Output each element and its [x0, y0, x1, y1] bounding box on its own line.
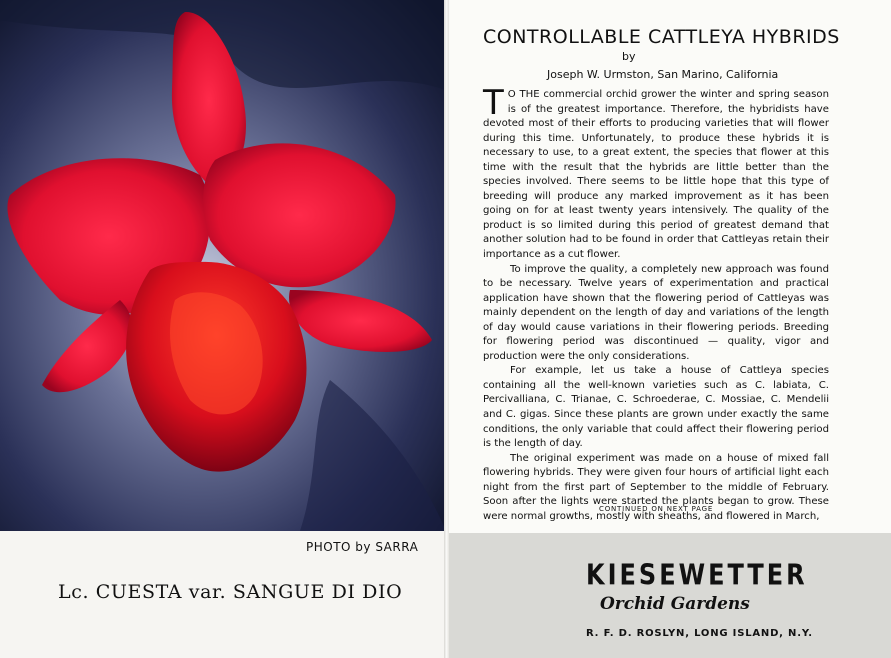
article-body — [483, 83, 829, 524]
drop-cap: T — [483, 83, 504, 123]
paragraph-1-text: O THE commercial orchid grower the winter and spring season is of the greatest importance. Therefore, the hybridists have devoted most of their efforts to producing varieties that will flower during this time. Unfortunately, to produce these hybrids it is necessary to use, to a great extent, the species that flower at this time with the result that the hybrids are little better than the species involved. There seems to be little hope that this type of breeding will produce any marked improvement as it has been going on for at least twenty years intensively. The quality of the product is so limited during this period of greatest demand that another solution had to be found in order that Cattleyas retain their importance as a cut flower. — [483, 89, 829, 261]
ad-address: R. F. D. ROSLYN, LONG ISLAND, N.Y. — [586, 628, 813, 639]
article-title: CONTROLLABLE CATTLEYA HYBRIDS — [483, 26, 840, 48]
photo-credit: PHOTO by SARRA — [306, 540, 419, 554]
paragraph-1 — [483, 83, 829, 263]
paragraph-2: To improve the quality, a completely new approach was found to be necessary. Twelve years of experimentation and practical application have shown that the flowering period of Cattleyas was mainly dependent on the length of day and variations of the length of day would cause variations in their flowering periods. Breeding for flowering period was discontinued — quality, vigor and production were the only considerations. — [483, 263, 829, 362]
orchid-illustration — [0, 0, 446, 531]
ad-company-name: KIESEWETTER — [586, 558, 808, 592]
article-by: by — [622, 50, 636, 63]
ad-subtitle: Orchid Gardens — [600, 594, 750, 614]
paragraph-4: The original experiment was made on a house of mixed fall flowering hybrids. They were given four hours of artificial light each night from the first part of September to the middle of February. Soon after the lights were started the plants began to grow. These were normal growths, mostly with sheaths, and flowered in March, — [483, 452, 829, 522]
continued-note: CONTINUED ON NEXT PAGE — [599, 505, 714, 513]
article-author: Joseph W. Urmston, San Marino, California — [547, 68, 779, 81]
orchid-photo — [0, 0, 446, 531]
photo-caption: Lc. CUESTA var. SANGUE DI DIO — [58, 581, 403, 603]
paragraph-3: For example, let us take a house of Cattleya species containing all the well-known varieties such as C. labiata, C. Percivalliana, C. Trianae, C. Schroederae, C. Mossiae, C. Mendelii and C. gigas. Since these plants are grown under exactly the same conditions, the only variable that could affect their flowering period is the length of day. — [483, 365, 829, 450]
